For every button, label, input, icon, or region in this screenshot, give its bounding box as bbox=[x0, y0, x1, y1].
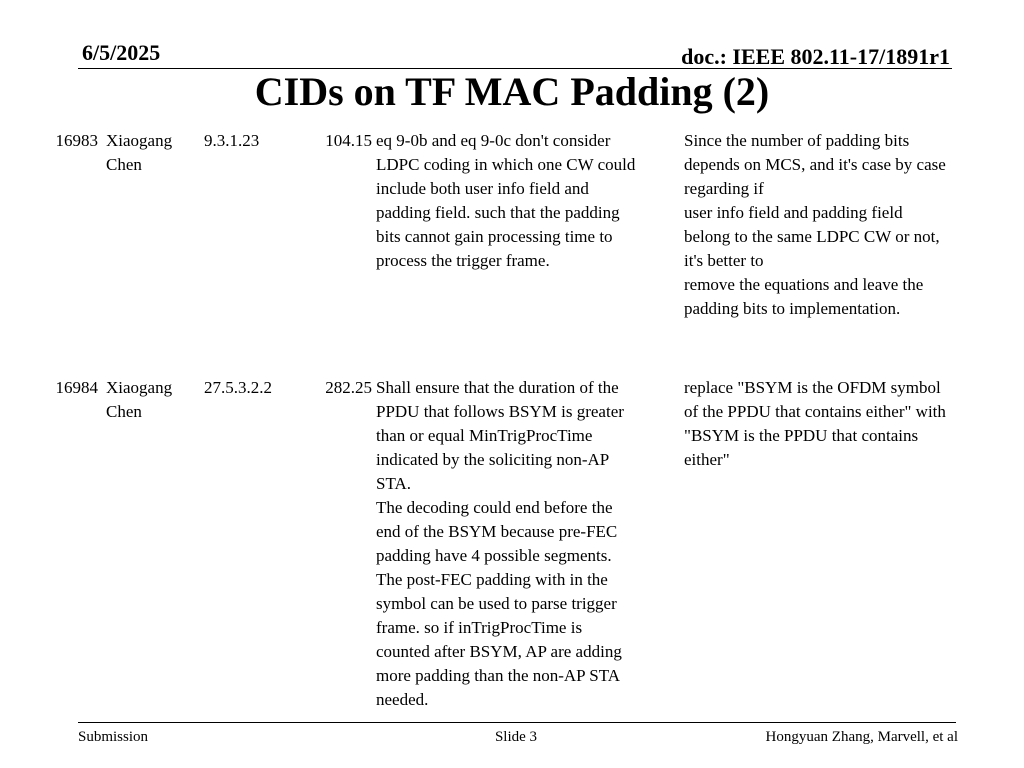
cid-cell: 16984 bbox=[55, 378, 98, 397]
comment-cell: Shall ensure that the duration of the PPDU that follows BSYM is greater than or equal MinTrigProcTime indicated by the soliciting non-AP STA. The decoding could end before the end of the BSYM because pre-FEC padding have 4 possible segments. The post-FEC padding with in the symbol can be used to parse trigger frame. so if inTrigProcTime is counted after BSYM, AP are adding more padding than the non-AP STA needed. bbox=[376, 378, 624, 709]
commenter-cell: Xiaogang Chen bbox=[106, 131, 173, 174]
footer-divider bbox=[78, 722, 956, 723]
proposed-change-cell: Since the number of padding bits depends on MCS, and it's case by case regarding if user info field and padding field belong to the same LDPC CW or not, it's better to remove the equations and leave the padding bits to implementation. bbox=[684, 131, 946, 318]
footer-submission: Submission bbox=[78, 729, 149, 745]
page-line-cell: 104.15 bbox=[325, 131, 372, 150]
slide-title: CIDs on TF MAC Padding (2) bbox=[254, 69, 770, 114]
slide-date: 6/5/2025 bbox=[82, 40, 161, 65]
slide-number: Slide 3 bbox=[494, 729, 538, 745]
clause-cell: 9.3.1.23 bbox=[204, 131, 260, 150]
document-id: doc.: IEEE 802.11-17/1891r1 bbox=[681, 44, 950, 69]
cid-cell: 16983 bbox=[55, 131, 98, 150]
comment-cell: eq 9-0b and eq 9-0c don't consider LDPC coding in which one CW could include both user info field and padding field. such that the padding bits cannot gain processing time to process the trigger frame. bbox=[376, 131, 636, 270]
footer-author: Hongyuan Zhang, Marvell, et al bbox=[765, 729, 958, 745]
commenter-cell: Xiaogang Chen bbox=[106, 378, 173, 421]
proposed-change-cell: replace "BSYM is the OFDM symbol of the PPDU that contains either" with "BSYM is the PPDU that contains either" bbox=[684, 378, 946, 469]
page-line-cell: 282.25 bbox=[325, 378, 372, 397]
clause-cell: 27.5.3.2.2 bbox=[204, 378, 272, 397]
